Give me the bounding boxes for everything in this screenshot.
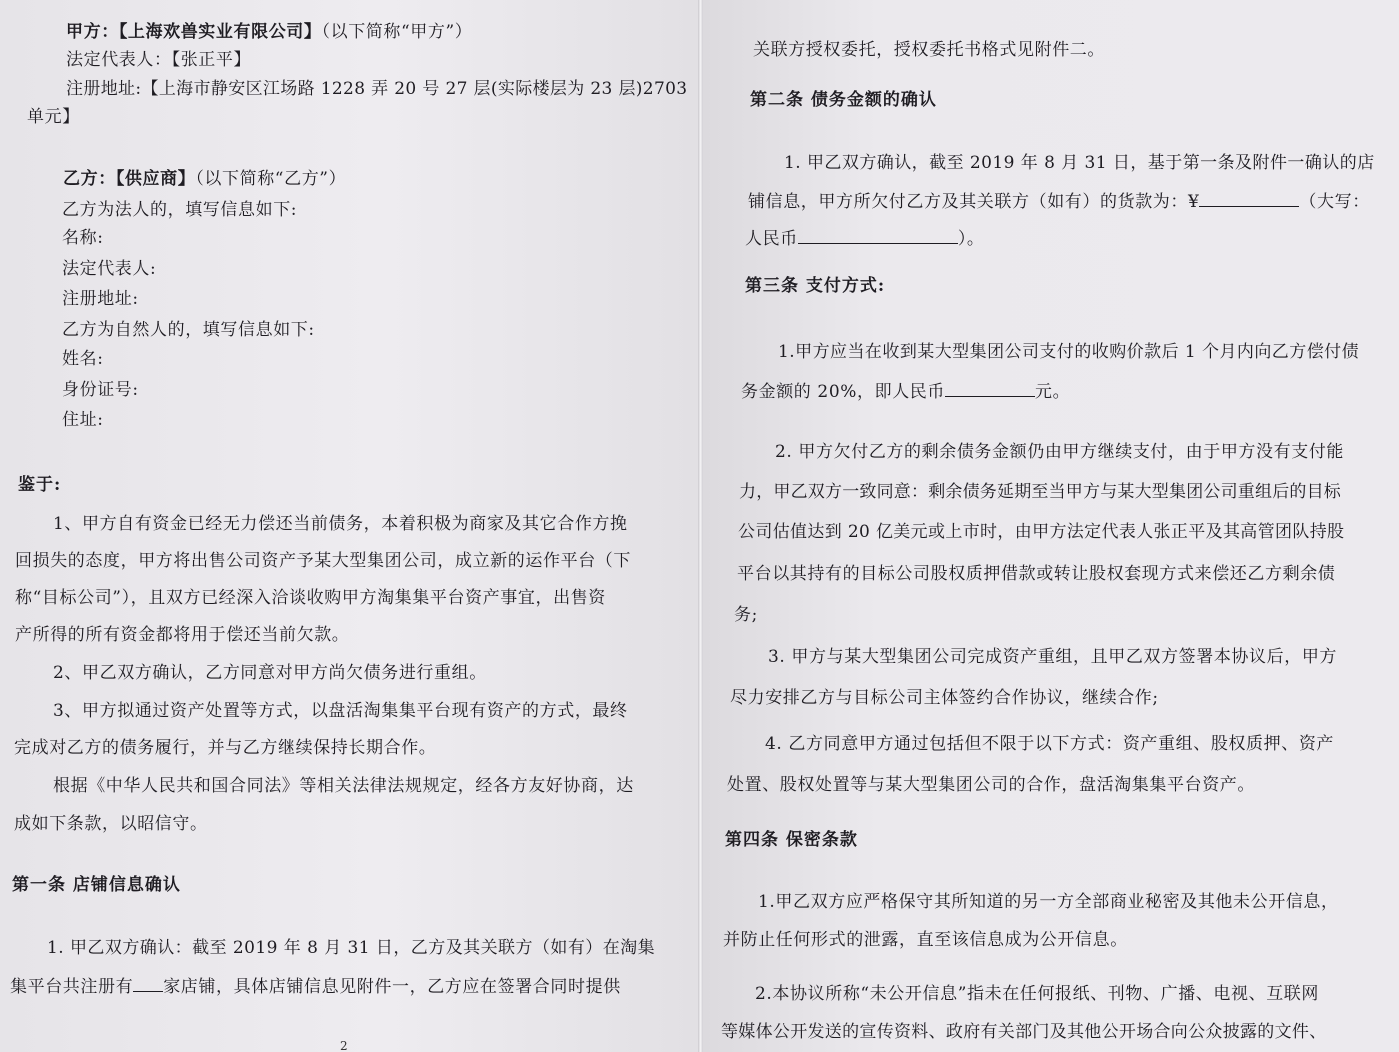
article-1-heading: 第一条 店铺信息确认	[12, 875, 181, 895]
article-3-p1-line-2	[741, 380, 1070, 403]
article-3-p4-line-2: 处置、股权处置等与某大型集团公司的合作，盘活淘集集平台资产。	[727, 775, 1255, 795]
party-a-rep: 法定代表人：【张正平】	[66, 50, 252, 70]
article-2-text-c: 人民币	[745, 229, 798, 249]
party-a-address-line-2: 单元】	[27, 107, 80, 127]
article-1-p1-text-a: 集平台共注册有	[10, 977, 134, 997]
store-count-blank	[133, 975, 163, 992]
whereas-p1-line-1: 1、甲方自有资金已经无力偿还当前债务，本着积极为商家及其它合作方挽	[53, 514, 628, 534]
party-b-residence: 住址:	[62, 410, 104, 430]
payment-amount-blank	[945, 380, 1035, 397]
whereas-p4-line-1: 根据《中华人民共和国合同法》等相关法律法规规定，经各方友好协商，达	[53, 776, 634, 796]
party-a-name: 【上海欢兽实业有限公司】	[118, 22, 322, 42]
whereas-p1-line-2: 回损失的态度，甲方将出售公司资产予某大型集团公司，成立新的运作平台（下	[15, 551, 631, 571]
party-b-address-field: 注册地址:	[62, 289, 139, 309]
article-3-p2-line-4: 平台以其持有的目标公司股权质押借款或转让股权套现方式来偿还乙方剩余债	[737, 564, 1336, 584]
article-3-p2-line-1: 2. 甲方欠付乙方的剩余债务金额仍由甲方继续支付，由于甲方没有支付能	[775, 442, 1345, 462]
article-2-heading: 第二条 债务金额的确认	[750, 90, 937, 110]
article-3-p3-line-2: 尽力安排乙方与目标公司主体签约合作协议，继续合作;	[730, 688, 1159, 708]
article-3-p2-line-2: 力，甲乙双方一致同意：剩余债务延期至当甲方与某大型集团公司重组后的目标	[739, 482, 1341, 502]
amount-figures-blank	[1199, 190, 1299, 207]
party-a-line	[66, 21, 472, 43]
whereas-p1-line-3: 称“目标公司”），且双方已经深入洽谈收购甲方淘集集平台资产事宜，出售资	[15, 588, 606, 608]
article-4-p2-line-1: 2.本协议所称“未公开信息”指未在任何报纸、刊物、广播、电视、互联网	[755, 984, 1319, 1004]
party-a-address-line-1: 注册地址:【上海市静安区江场路 1228 弄 20 号 27 层(实际楼层为 23 层)2703	[66, 79, 688, 99]
article-3-p1-text-b: 元。	[1035, 382, 1071, 402]
article-2-text-d: ）	[957, 229, 967, 249]
article-3-p2-line-5: 务;	[734, 605, 758, 625]
article-2-text-a: 铺信息，甲方所欠付乙方及其关联方（如有）的货款为：¥	[748, 192, 1200, 212]
article-4-p1-line-2: 并防止任何形式的泄露，直至该信息成为公开信息。	[723, 930, 1128, 950]
party-b-natural-intro: 乙方为自然人的，填写信息如下:	[62, 320, 315, 340]
party-b-line	[63, 168, 346, 190]
whereas-p3-line-1: 3、甲方拟通过资产处置等方式，以盘活淘集集平台现有资产的方式，最终	[53, 701, 628, 721]
party-b-label: 乙方：	[63, 169, 116, 189]
whereas-p1-line-4: 产所得的所有资金都将用于偿还当前欠款。	[15, 625, 350, 645]
article-3-p4-line-1: 4. 乙方同意甲方通过包括但不限于以下方式：资产重组、股权质押、资产	[765, 734, 1335, 754]
whereas-p4-line-2: 成如下条款，以昭信守。	[14, 814, 208, 834]
article-1-p1-line-2	[10, 975, 621, 998]
party-b-legal-intro: 乙方为法人的，填写信息如下:	[62, 200, 298, 220]
whereas-p2: 2、甲乙双方确认，乙方同意对甲方尚欠债务进行重组。	[53, 663, 487, 683]
article-2-text-e: 。	[966, 229, 985, 249]
left-page	[0, 0, 698, 1052]
article-4-p2-line-2: 等媒体公开发送的宣传资料、政府有关部门及其他公开场合向公众披露的文件、	[721, 1022, 1327, 1042]
party-b-rep-field: 法定代表人:	[62, 259, 157, 279]
party-a-alias: （以下简称“甲方”）	[321, 22, 473, 42]
party-b-name: 【供应商】	[115, 169, 196, 189]
whereas-p3-line-2: 完成对乙方的债务履行，并与乙方继续保持长期合作。	[14, 738, 437, 758]
article-2-line-2	[748, 190, 1370, 213]
article-1-p1-text-b: 家店铺，具体店铺信息见附件一，乙方应在签署合同时提供	[163, 977, 621, 997]
article-3-heading: 第三条 支付方式:	[745, 276, 886, 296]
article-3-p1-line-1: 1.甲方应当在收到某大型集团公司支付的收购价款后 1 个月内向乙方偿付债	[778, 342, 1360, 362]
article-2-line-3	[745, 227, 985, 250]
article-4-heading: 第四条 保密条款	[725, 830, 858, 850]
article-2-line-1: 1. 甲乙双方确认，截至 2019 年 8 月 31 日，基于第一条及附件一确认的店	[784, 153, 1375, 173]
party-b-person-name: 姓名:	[62, 349, 104, 369]
article-1-p1-line-1: 1. 甲乙双方确认：截至 2019 年 8 月 31 日，乙方及其关联方（如有）在淘集	[47, 938, 656, 958]
right-page	[703, 0, 1399, 1052]
article-4-p1-line-1: 1.甲乙双方应严格保守其所知道的另一方全部商业秘密及其他未公开信息，	[758, 892, 1339, 912]
continuation-line: 关联方授权委托，授权委托书格式见附件二。	[753, 40, 1105, 60]
party-a-label: 甲方：	[66, 22, 119, 42]
article-3-p3-line-1: 3. 甲方与某大型集团公司完成资产重组，且甲乙双方签署本协议后，甲方	[768, 647, 1338, 667]
amount-words-blank	[798, 227, 958, 244]
party-b-name-field: 名称:	[62, 228, 104, 248]
party-b-id-number: 身份证号:	[62, 380, 139, 400]
article-2-text-b: （大写：	[1299, 192, 1370, 212]
party-b-alias: （以下简称“乙方”）	[195, 169, 347, 189]
page-number: 2	[340, 1039, 348, 1052]
whereas-heading: 鉴于:	[18, 475, 62, 495]
article-3-p2-line-3: 公司估值达到 20 亿美元或上市时，由甲方法定代表人张正平及其高管团队持股	[738, 522, 1345, 542]
article-3-p1-text-a: 务金额的 20%，即人民币	[741, 382, 945, 402]
